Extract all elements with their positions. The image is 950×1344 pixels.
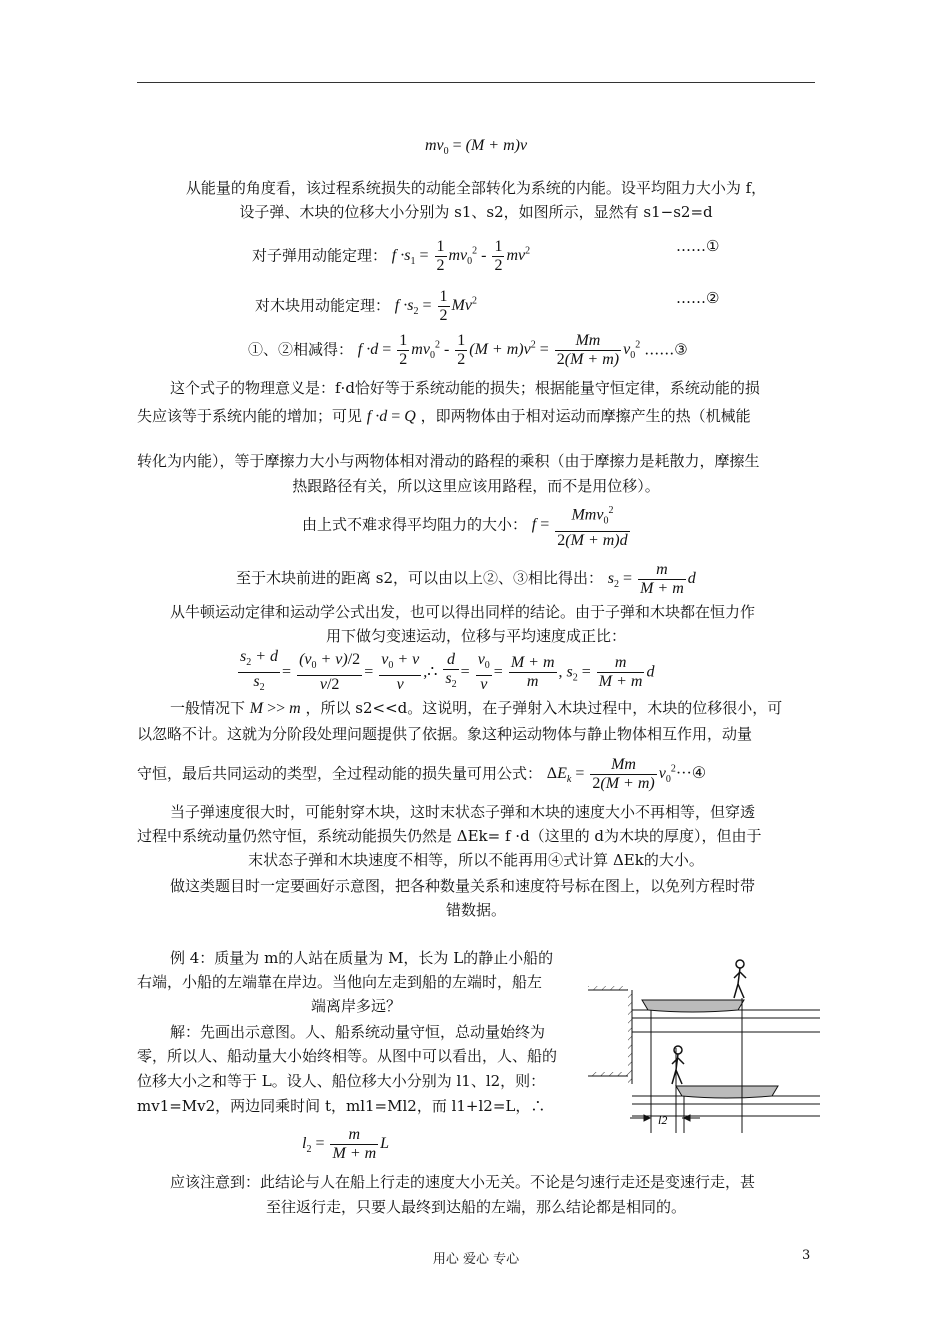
para-energy-2: 设子弹、木块的位移大小分别为 s1、s2，如图所示，显然有 s1−s2=d — [239, 203, 713, 221]
mass-relation: M >> m — [249, 700, 301, 717]
solution-line-3: 位移大小之和等于 L。设人、船位移大小分别为 l1、l2，则： — [137, 1072, 546, 1090]
eq3-formula: f ·d = $\frac{1}{2}$ $mv_0^2$ - $\frac{1}{2}$ $(M + m)v^2$ = $\frac{Mm}{2(M + m)}$ $v_0^2$ — [357, 332, 641, 369]
label-l2: l2 — [658, 1113, 668, 1127]
para-energy: 从能量的角度看，该过程系统损失的动能全部转化为系统的内能。设平均阻力大小为 f， — [185, 179, 767, 197]
footer-center: 用心 爱心 专心 — [432, 1252, 520, 1267]
page-number: 3 — [802, 1248, 811, 1263]
s2-formula: $s_2$ = $\frac{m}{M + m}$ d — [607, 560, 696, 597]
para-through-3: 末状态子弹和木块速度不相等，所以不能再用④式计算 ΔEk的大小。 — [248, 851, 704, 869]
note-line-2: 至往返行走，只要人最终到达船的左端，那么结论都是相同的。 — [265, 1198, 686, 1216]
boat-lower — [676, 1086, 778, 1098]
para-through-2: 过程中系统动量仍然守恒，系统动能损失仍然是 ΔEk= f ·d（这里的 d为木块的厚度），但由于 — [137, 827, 762, 845]
para-newton-2: 用下做匀变速运动，位移与平均速度成正比： — [325, 627, 626, 645]
para-general-1 — [170, 698, 782, 719]
solution-line-2: 零，所以人、船动量大小始终相等。从图中可以看出，人、船的 — [137, 1047, 558, 1065]
boat-diagram — [584, 948, 822, 1138]
l2-formula: $l_2$ = $\frac{m}{M + m}$ L — [302, 1125, 390, 1162]
force-label: 由上式不难求得平均阻力的大小： — [302, 515, 528, 534]
para-meaning-1: 这个式子的物理意义是：f·d恰好等于系统动能的损失；根据能量守恒定律，系统动能的损 — [170, 379, 760, 397]
para-general-1a: 一般情况下 — [170, 699, 246, 717]
force-row — [302, 502, 632, 550]
para-general-2: 以忽略不计。这就为分阶段处理问题提供了依据。象这种运动物体与静止物体相互作用，动量 — [137, 725, 753, 743]
person-lower — [672, 1046, 684, 1084]
eq3-number: ……③ — [644, 340, 688, 359]
boat-upper — [642, 1000, 744, 1012]
eq1-formula: $f \cdot s_1$ = $\frac{1}{2}$ $mv_0^2$ - $\frac{1}{2}$ $mv^2$ — [391, 238, 531, 275]
heat-formula: f ·d = Q — [366, 408, 416, 425]
s2-row — [236, 556, 696, 607]
header-rule — [137, 82, 815, 83]
eq1-row — [252, 232, 530, 283]
person-upper — [734, 960, 746, 998]
s2-label: 至于木块前进的距离 s2，可以由以上②、③相比得出： — [236, 569, 604, 587]
eq3-label: ①、②相减得： — [248, 340, 354, 359]
solution-line-4: mv1=Mv2，两边同乘时间 t，ml1=Ml2，而 l1+l2=L，∴ — [137, 1097, 546, 1115]
shore-upper — [588, 986, 632, 1084]
para-meaning-4: 热跟路径有关，所以这里应该用路程，而不是用位移）。 — [292, 477, 660, 495]
shore-lower — [588, 1072, 628, 1076]
para-general-3 — [137, 750, 706, 801]
water-lines-upper — [632, 1010, 820, 1032]
para-general-3-label: 守恒，最后共同运动的类型，全过程动能的损失量可用公式： — [137, 764, 543, 783]
note-line-1: 应该注意到：此结论与人在船上行走的速度大小无关。不论是匀速行走还是变速行走，甚 — [170, 1173, 756, 1191]
para-through-1: 当子弹速度很大时，可能射穿木块，这时末状态子弹和木块的速度大小不再相等，但穿透 — [170, 803, 756, 821]
eq2-label: 对木块用动能定理： — [255, 296, 391, 315]
eq2-row — [255, 282, 477, 333]
force-formula: f = $\frac{Mmv_0^2}{2(M + m)d}$ — [531, 505, 628, 549]
para-newton-1: 从牛顿运动定律和运动学公式出发，也可以得出同样的结论。由于子弹和木块都在恒力作 — [170, 603, 756, 621]
solution-line-1: 解：先画出示意图。人、船系统动量守恒，总动量始终为 — [170, 1023, 546, 1041]
eq3-row — [248, 326, 688, 377]
para-meaning-2b: ，即两物体由于相对运动而摩擦产生的热（机械能 — [420, 407, 751, 425]
eq2-formula: $f \cdot s_2$ = $\frac{1}{2}$ Mv$^2$ — [394, 288, 477, 325]
energy-loss-formula: $\Delta E_k$ = $\frac{Mm}{2(M + m)}$ $v_0^2\cdot\cdot\cdot ④$ — [546, 756, 707, 793]
para-meaning-2a: 失应该等于系统内能的增加；可见 — [137, 407, 363, 425]
para-advice-1: 做这类题目时一定要画好示意图，把各种数量关系和速度符号标在图上，以免列方程时带 — [170, 877, 756, 895]
example-line-2: 右端，小船的左端靠在岸边。当他向左走到船的左端时，船左 — [137, 973, 543, 991]
example-line-1: 例 4：质量为 m的人站在质量为 M，长为 L的静止小船的 — [170, 949, 554, 967]
eq1-number: ……① — [676, 237, 720, 255]
example-line-3: 端离岸多远？ — [310, 997, 401, 1015]
para-advice-2: 错数据。 — [445, 901, 506, 919]
proportion-formula: $\frac{s_2 + d}{s_2}$ = $\frac{(v_0 + v)/2}{v/2}$ = $\frac{v_0 + v}{v}$ ,∴ $\frac{d}{s_2}$ = $\frac{v_0}{v}$ = $\frac{M + m}{m}$ , $s_2$ = $\frac{m}{M + m}$ d — [236, 648, 654, 701]
para-general-1b: ，所以 s2<<d。这说明，在子弹射入木块过程中，木块的位移很小，可 — [305, 699, 783, 717]
momentum-equation: $mv_0 = (M + m)v$ — [424, 137, 528, 158]
eq1-label: 对子弹用动能定理： — [252, 246, 388, 265]
para-meaning-2 — [137, 403, 751, 430]
eq2-number: ……② — [676, 289, 720, 307]
para-meaning-3: 转化为内能），等于摩擦力大小与两物体相对滑动的路程的乘积（由于摩擦力是耗散力，摩擦生 — [137, 452, 760, 470]
